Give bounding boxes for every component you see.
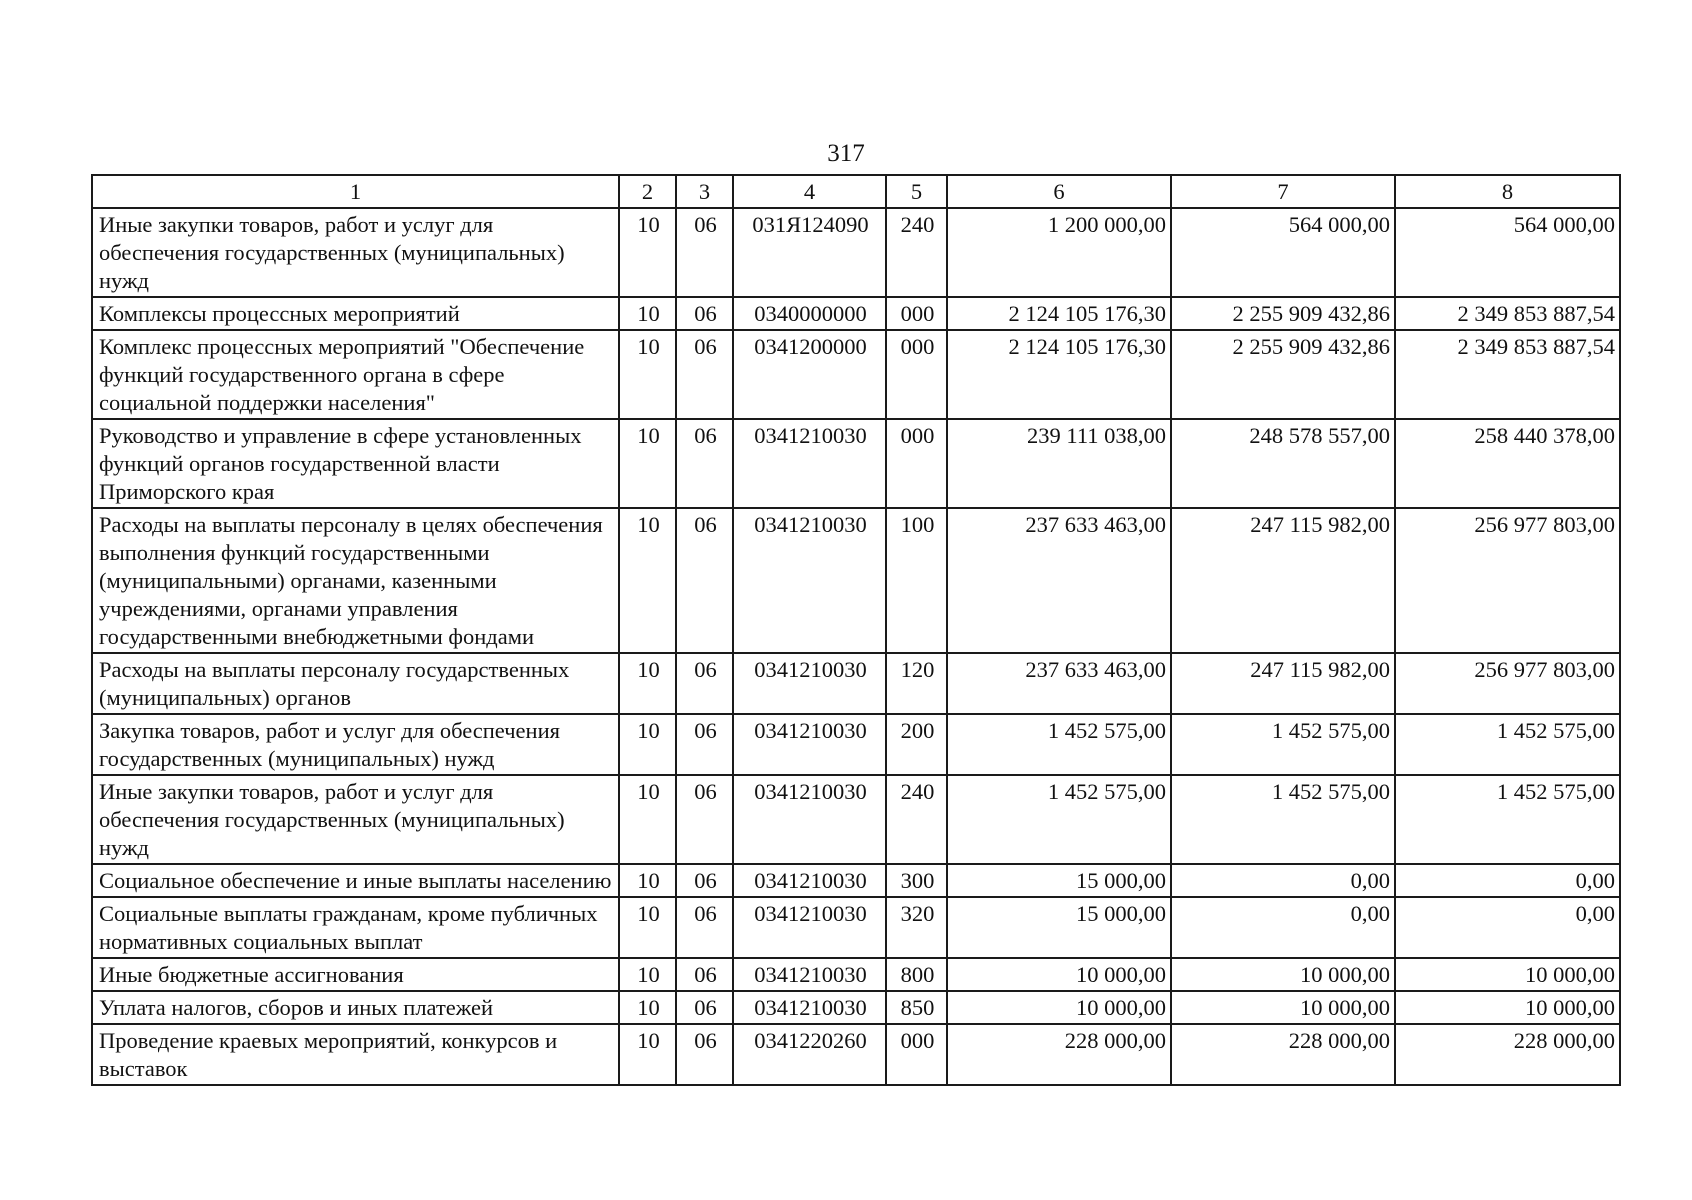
column-header: 7 <box>1171 175 1395 208</box>
subsection-code: 06 <box>676 653 733 714</box>
subsection-code: 06 <box>676 864 733 897</box>
target-article-code: 0341220260 <box>733 1024 886 1085</box>
row-name: Комплексы процессных мероприятий <box>92 297 619 330</box>
target-article-code: 0341200000 <box>733 330 886 419</box>
amount-col-6: 237 633 463,00 <box>947 653 1171 714</box>
expense-type-code: 000 <box>886 1024 947 1085</box>
amount-col-8: 256 977 803,00 <box>1395 508 1620 653</box>
section-code: 10 <box>619 653 676 714</box>
amount-col-8: 564 000,00 <box>1395 208 1620 297</box>
column-header: 1 <box>92 175 619 208</box>
row-name: Руководство и управление в сфере установленных функций органов государственной власти Приморского края <box>92 419 619 508</box>
section-code: 10 <box>619 775 676 864</box>
subsection-code: 06 <box>676 330 733 419</box>
expense-type-code: 100 <box>886 508 947 653</box>
target-article-code: 0341210030 <box>733 897 886 958</box>
expense-type-code: 850 <box>886 991 947 1024</box>
target-article-code: 0341210030 <box>733 653 886 714</box>
amount-col-6: 15 000,00 <box>947 897 1171 958</box>
amount-col-8: 258 440 378,00 <box>1395 419 1620 508</box>
expense-type-code: 800 <box>886 958 947 991</box>
expense-type-code: 240 <box>886 208 947 297</box>
amount-col-6: 237 633 463,00 <box>947 508 1171 653</box>
subsection-code: 06 <box>676 991 733 1024</box>
section-code: 10 <box>619 330 676 419</box>
section-code: 10 <box>619 958 676 991</box>
target-article-code: 0341210030 <box>733 991 886 1024</box>
amount-col-7: 228 000,00 <box>1171 1024 1395 1085</box>
amount-col-6: 2 124 105 176,30 <box>947 297 1171 330</box>
section-code: 10 <box>619 864 676 897</box>
amount-col-8: 2 349 853 887,54 <box>1395 297 1620 330</box>
column-header: 5 <box>886 175 947 208</box>
section-code: 10 <box>619 714 676 775</box>
expense-type-code: 120 <box>886 653 947 714</box>
amount-col-7: 564 000,00 <box>1171 208 1395 297</box>
amount-col-6: 1 452 575,00 <box>947 714 1171 775</box>
row-name: Социальное обеспечение и иные выплаты населению <box>92 864 619 897</box>
amount-col-8: 0,00 <box>1395 864 1620 897</box>
amount-col-8: 10 000,00 <box>1395 958 1620 991</box>
amount-col-6: 10 000,00 <box>947 958 1171 991</box>
section-code: 10 <box>619 508 676 653</box>
amount-col-6: 2 124 105 176,30 <box>947 330 1171 419</box>
expense-type-code: 320 <box>886 897 947 958</box>
expense-type-code: 240 <box>886 775 947 864</box>
subsection-code: 06 <box>676 775 733 864</box>
amount-col-6: 1 200 000,00 <box>947 208 1171 297</box>
amount-col-7: 247 115 982,00 <box>1171 653 1395 714</box>
section-code: 10 <box>619 297 676 330</box>
section-code: 10 <box>619 419 676 508</box>
row-name: Закупка товаров, работ и услуг для обеспечения государственных (муниципальных) нужд <box>92 714 619 775</box>
table-row <box>92 653 1620 714</box>
amount-col-7: 1 452 575,00 <box>1171 714 1395 775</box>
target-article-code: 0341210030 <box>733 775 886 864</box>
amount-col-6: 1 452 575,00 <box>947 775 1171 864</box>
subsection-code: 06 <box>676 897 733 958</box>
column-header: 8 <box>1395 175 1620 208</box>
table-row <box>92 1024 1620 1085</box>
table-row <box>92 208 1620 297</box>
target-article-code: 031Я124090 <box>733 208 886 297</box>
header-row <box>92 175 1620 208</box>
amount-col-7: 10 000,00 <box>1171 958 1395 991</box>
amount-col-7: 10 000,00 <box>1171 991 1395 1024</box>
amount-col-7: 248 578 557,00 <box>1171 419 1395 508</box>
section-code: 10 <box>619 991 676 1024</box>
row-name: Расходы на выплаты персоналу государственных (муниципальных) органов <box>92 653 619 714</box>
row-name: Иные закупки товаров, работ и услуг для обеспечения государственных (муниципальных) нужд <box>92 208 619 297</box>
amount-col-8: 10 000,00 <box>1395 991 1620 1024</box>
section-code: 10 <box>619 897 676 958</box>
target-article-code: 0340000000 <box>733 297 886 330</box>
row-name: Иные бюджетные ассигнования <box>92 958 619 991</box>
table-row <box>92 714 1620 775</box>
table-row <box>92 958 1620 991</box>
amount-col-7: 2 255 909 432,86 <box>1171 297 1395 330</box>
amount-col-8: 228 000,00 <box>1395 1024 1620 1085</box>
column-header: 6 <box>947 175 1171 208</box>
amount-col-6: 10 000,00 <box>947 991 1171 1024</box>
expense-type-code: 200 <box>886 714 947 775</box>
column-header: 2 <box>619 175 676 208</box>
amount-col-6: 228 000,00 <box>947 1024 1171 1085</box>
amount-col-7: 2 255 909 432,86 <box>1171 330 1395 419</box>
amount-col-8: 2 349 853 887,54 <box>1395 330 1620 419</box>
table-row <box>92 508 1620 653</box>
table-row <box>92 297 1620 330</box>
target-article-code: 0341210030 <box>733 864 886 897</box>
subsection-code: 06 <box>676 208 733 297</box>
amount-col-6: 15 000,00 <box>947 864 1171 897</box>
subsection-code: 06 <box>676 508 733 653</box>
target-article-code: 0341210030 <box>733 714 886 775</box>
amount-col-7: 0,00 <box>1171 897 1395 958</box>
section-code: 10 <box>619 208 676 297</box>
amount-col-6: 239 111 038,00 <box>947 419 1171 508</box>
row-name: Социальные выплаты гражданам, кроме публичных нормативных социальных выплат <box>92 897 619 958</box>
table-row <box>92 419 1620 508</box>
row-name: Иные закупки товаров, работ и услуг для обеспечения государственных (муниципальных) нужд <box>92 775 619 864</box>
expense-type-code: 300 <box>886 864 947 897</box>
subsection-code: 06 <box>676 297 733 330</box>
row-name: Расходы на выплаты персоналу в целях обеспечения выполнения функций государственными (муниципальными) органами, казенными учреждениями, органами управления государственными внебюджетными фондами <box>92 508 619 653</box>
table-row <box>92 775 1620 864</box>
row-name: Уплата налогов, сборов и иных платежей <box>92 991 619 1024</box>
row-name: Проведение краевых мероприятий, конкурсов и выставок <box>92 1024 619 1085</box>
subsection-code: 06 <box>676 958 733 991</box>
target-article-code: 0341210030 <box>733 958 886 991</box>
amount-col-8: 0,00 <box>1395 897 1620 958</box>
expense-type-code: 000 <box>886 330 947 419</box>
amount-col-7: 247 115 982,00 <box>1171 508 1395 653</box>
amount-col-8: 1 452 575,00 <box>1395 714 1620 775</box>
amount-col-7: 1 452 575,00 <box>1171 775 1395 864</box>
table-row <box>92 864 1620 897</box>
table-row <box>92 991 1620 1024</box>
amount-col-7: 0,00 <box>1171 864 1395 897</box>
subsection-code: 06 <box>676 1024 733 1085</box>
expense-type-code: 000 <box>886 297 947 330</box>
table-row <box>92 897 1620 958</box>
target-article-code: 0341210030 <box>733 508 886 653</box>
table-row <box>92 330 1620 419</box>
row-name: Комплекс процессных мероприятий "Обеспечение функций государственного органа в сфере социальной поддержки населения" <box>92 330 619 419</box>
expense-type-code: 000 <box>886 419 947 508</box>
subsection-code: 06 <box>676 714 733 775</box>
target-article-code: 0341210030 <box>733 419 886 508</box>
column-header: 4 <box>733 175 886 208</box>
page-number: 317 <box>827 140 865 167</box>
budget-table <box>91 174 1621 1086</box>
column-header: 3 <box>676 175 733 208</box>
subsection-code: 06 <box>676 419 733 508</box>
amount-col-8: 1 452 575,00 <box>1395 775 1620 864</box>
section-code: 10 <box>619 1024 676 1085</box>
amount-col-8: 256 977 803,00 <box>1395 653 1620 714</box>
